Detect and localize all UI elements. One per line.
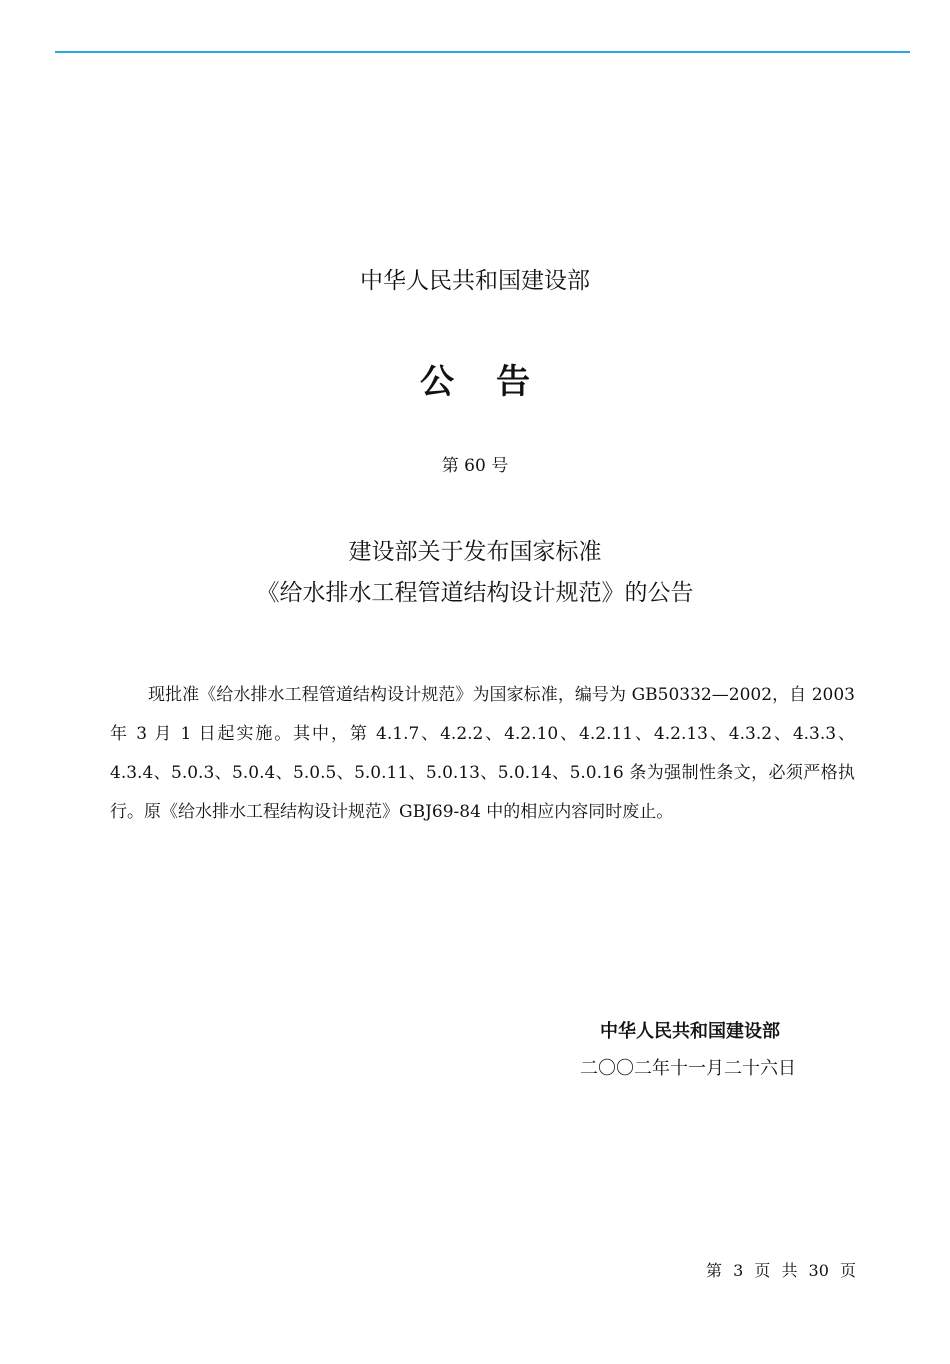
notice-title bbox=[0, 360, 950, 404]
notice-body: 现批准《给水排水工程管道结构设计规范》为国家标准，编号为 GB50332—2002，自 2003 年 3 月 1 日起实施。其中，第 4.1.7、4.2.2、4.2.10、4.2.11、4.2.13、4.3.2、4.3.3、4.3.4、5.0.3、5.0.4、5.0.5、5.0.11、5.0.13、5.0.14、5.0.16 条为强制性条文，必须严格执行。原《给水排水工程结构设计规范》GBJ69-84 中的相应内容同时废止。 bbox=[110, 685, 855, 822]
header-rule bbox=[55, 51, 910, 53]
signature-date: 二〇〇二年十一月二十六日 bbox=[580, 1058, 796, 1079]
notice-title-part1: 公 bbox=[420, 362, 454, 402]
issuer-heading: 中华人民共和国建设部 bbox=[360, 268, 590, 294]
notice-subject bbox=[0, 532, 950, 614]
notice-subject-line1: 建设部关于发布国家标准 bbox=[348, 539, 602, 565]
notice-number: 第 60 号 bbox=[441, 456, 509, 476]
page-number: 第 3 页 共 30 页 bbox=[706, 1261, 856, 1280]
notice-subject-line2: 《给水排水工程管道结构设计规范》的公告 bbox=[256, 580, 694, 606]
signature-org: 中华人民共和国建设部 bbox=[600, 1021, 780, 1042]
notice-title-part2: 告 bbox=[496, 362, 530, 402]
